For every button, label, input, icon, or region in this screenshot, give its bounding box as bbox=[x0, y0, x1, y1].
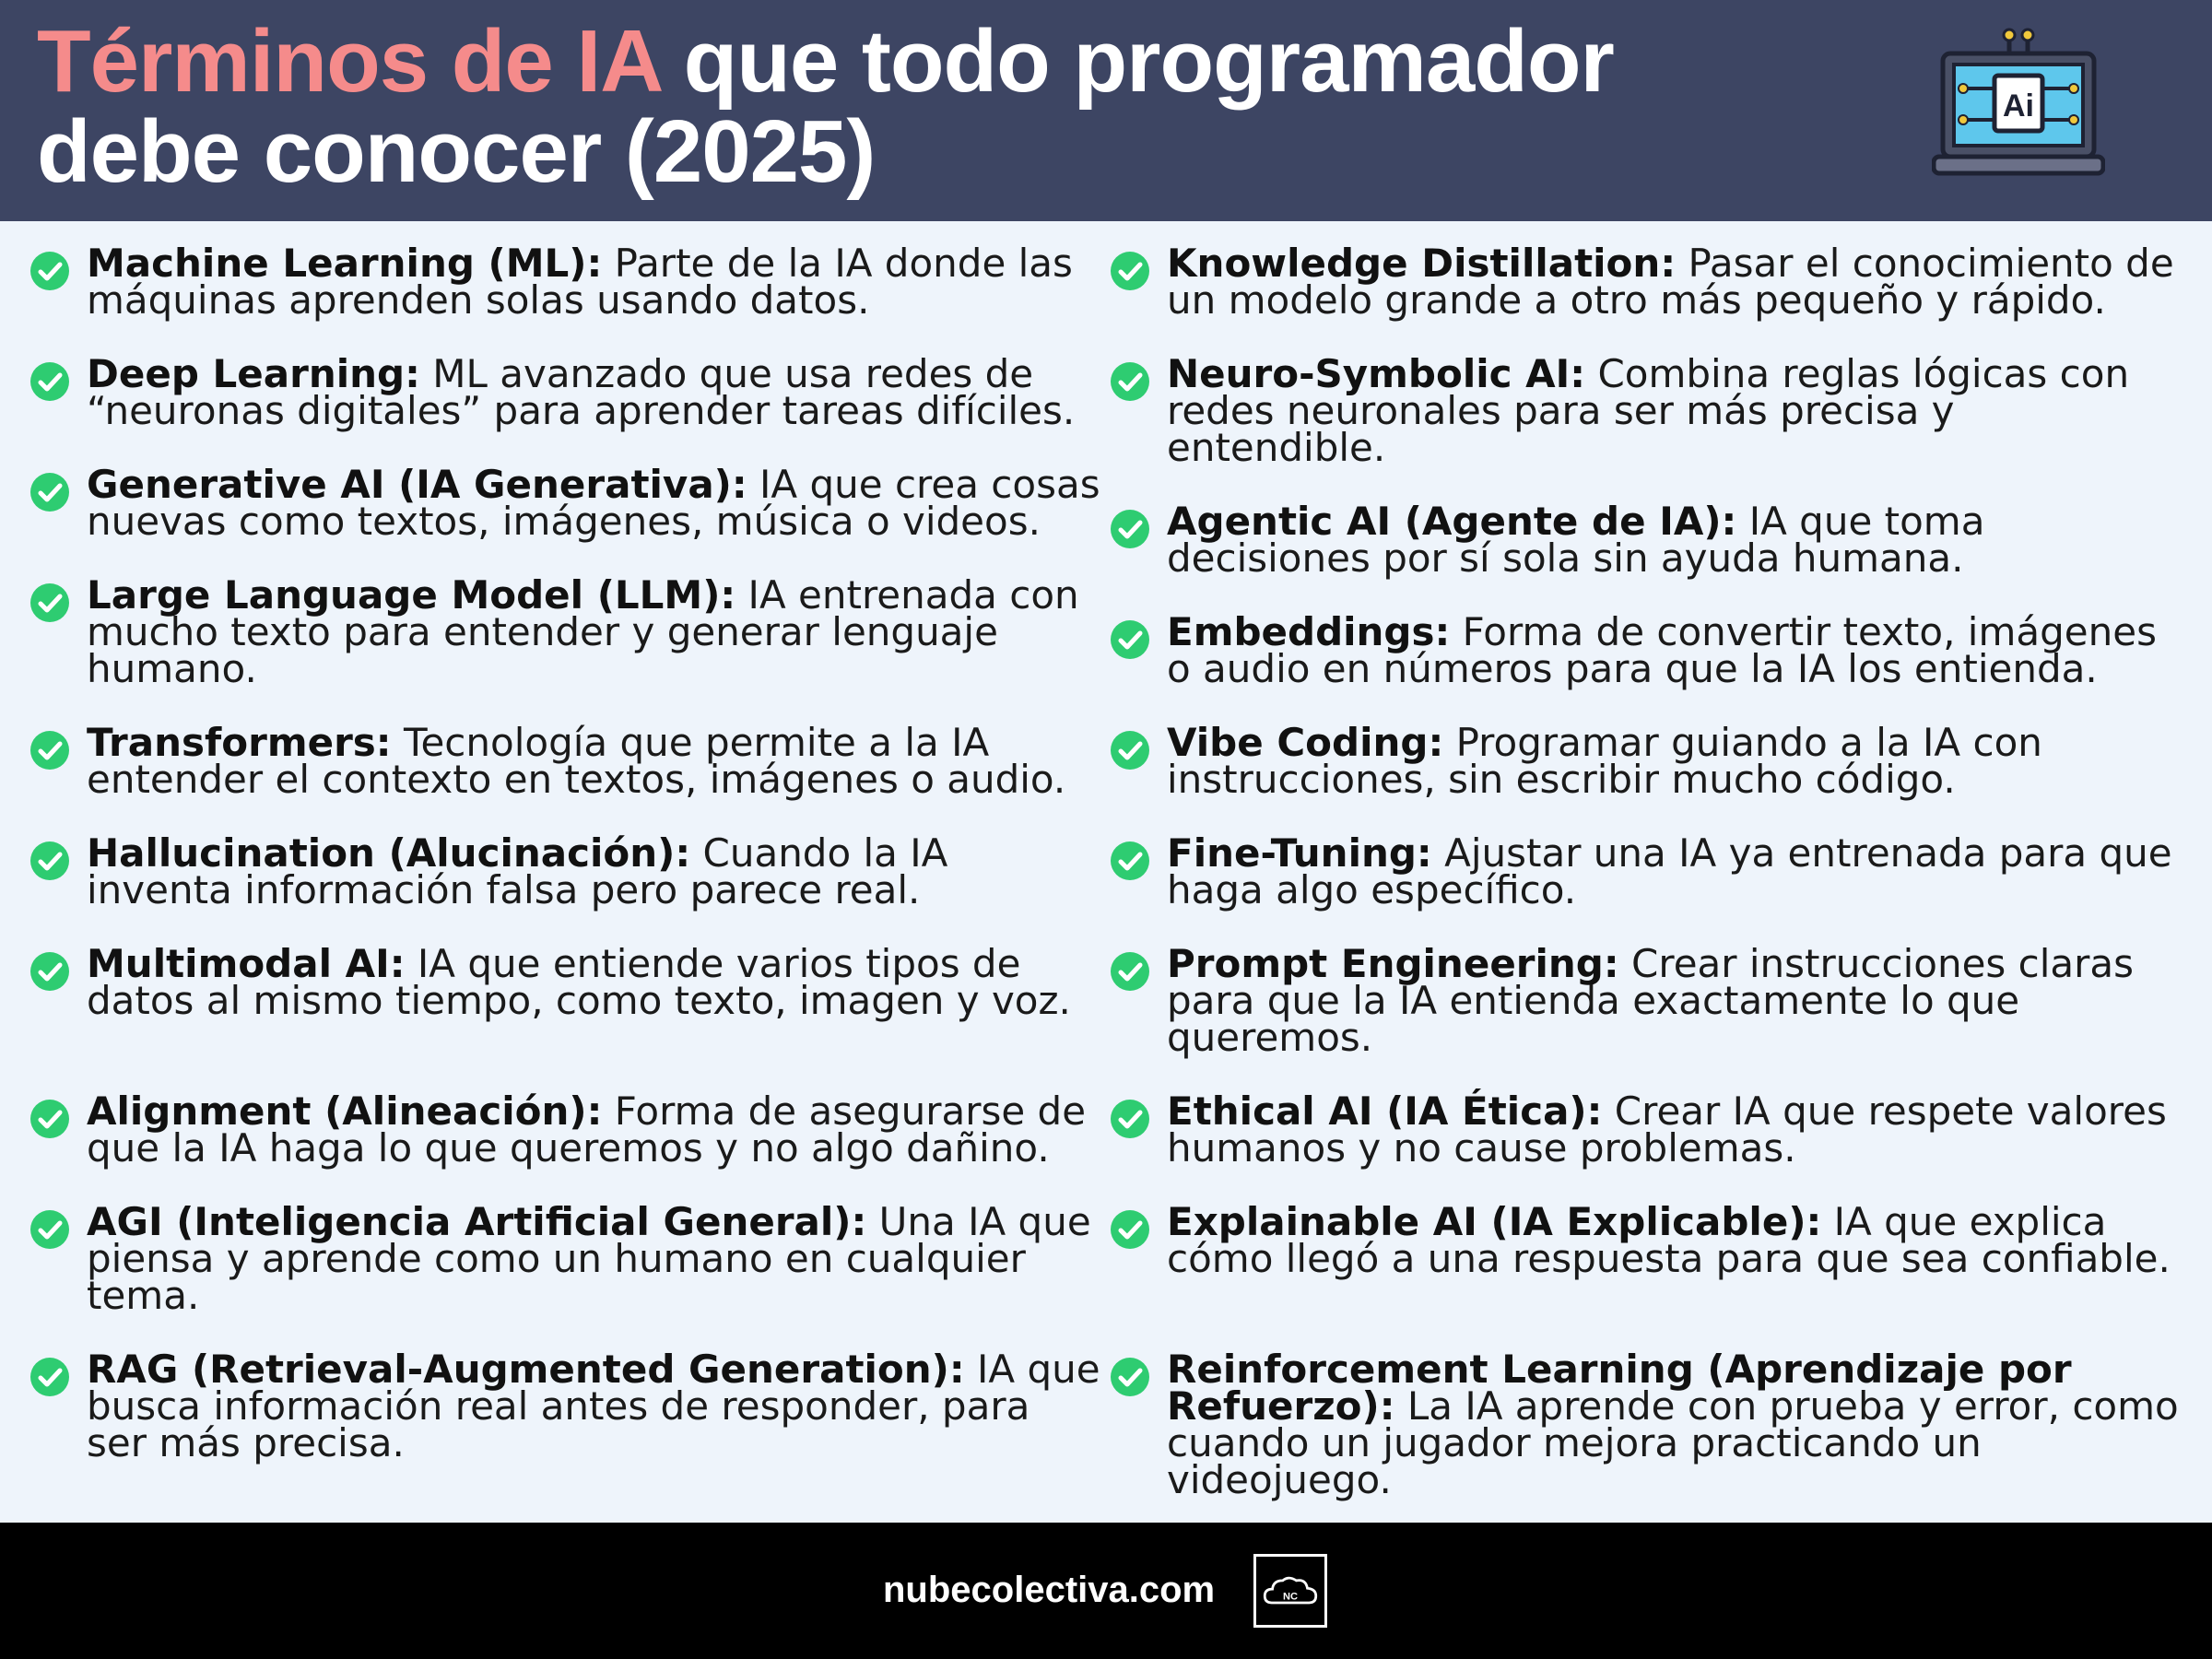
check-circle-icon bbox=[1110, 841, 1150, 881]
term-name: Fine-Tuning: bbox=[1167, 830, 1432, 876]
check-circle-icon bbox=[1110, 1099, 1150, 1139]
term-description: IA que toma decisiones por sí sola sin ayuda humana. bbox=[1167, 499, 1985, 581]
term-description: Crear IA que respete valores humanos y no cause problemas. bbox=[1167, 1088, 2167, 1171]
term-text bbox=[87, 720, 1100, 802]
term-name: Hallucination (Alucinación): bbox=[87, 830, 691, 876]
check-circle-icon bbox=[29, 730, 70, 771]
term-text bbox=[87, 1088, 1100, 1171]
check-circle-icon bbox=[29, 251, 70, 291]
term-description: Combina reglas lógicas con redes neuronales para ser más precisa y entendible. bbox=[1167, 351, 2130, 470]
term-text bbox=[87, 241, 1100, 323]
check-circle-icon bbox=[1110, 509, 1150, 549]
term-text bbox=[87, 572, 1100, 691]
term-name: RAG (Retrieval-Augmented Generation): bbox=[87, 1347, 965, 1392]
term-name: Agentic AI (Agente de IA): bbox=[1167, 499, 1737, 544]
term-text bbox=[1167, 720, 2181, 802]
term-description: Ajustar una IA ya entrenada para que haga algo específico. bbox=[1167, 830, 2172, 912]
term-name: Multimodal AI: bbox=[87, 941, 406, 986]
term-text bbox=[87, 1199, 1100, 1318]
term-text bbox=[87, 1347, 1100, 1465]
term-name: Explainable AI (IA Explicable): bbox=[1167, 1199, 1822, 1244]
title-accent: Términos de IA bbox=[37, 12, 660, 111]
term-text bbox=[1167, 609, 2181, 691]
check-circle-icon bbox=[1110, 951, 1150, 992]
check-circle-icon bbox=[1110, 730, 1150, 771]
term-text bbox=[1167, 1199, 2181, 1281]
term-text bbox=[1167, 351, 2181, 470]
term-name: Generative AI (IA Generativa): bbox=[87, 462, 747, 507]
term-text bbox=[1167, 241, 2181, 323]
term-description: ML avanzado que usa redes de “neuronas digitales” para aprender tareas difíciles. bbox=[87, 351, 1076, 433]
term-description: Forma de convertir texto, imágenes o audio en números para que la IA los entienda. bbox=[1167, 609, 2157, 691]
term-description: Programar guiando a la IA con instrucciones, sin escribir mucho código. bbox=[1167, 720, 2042, 802]
term-text bbox=[87, 351, 1100, 433]
check-circle-icon bbox=[1110, 251, 1150, 291]
terms-list bbox=[0, 221, 2212, 1523]
check-circle-icon bbox=[29, 361, 70, 402]
check-circle-icon bbox=[1110, 619, 1150, 660]
term-description: La IA aprende con prueba y error, como cuando un jugador mejora practicando un videojuego. bbox=[1167, 1383, 2179, 1502]
term-text bbox=[1167, 1347, 2181, 1502]
nubecolectiva-logo-icon bbox=[1253, 1554, 1327, 1628]
header-banner bbox=[0, 0, 2212, 221]
check-circle-icon bbox=[29, 1099, 70, 1139]
term-name: Large Language Model (LLM): bbox=[87, 572, 736, 618]
check-circle-icon bbox=[29, 1357, 70, 1397]
term-description: Forma de asegurarse de que la IA haga lo que queremos y no algo dañino. bbox=[87, 1088, 1087, 1171]
term-name: Alignment (Alineación): bbox=[87, 1088, 603, 1134]
term-name: Knowledge Distillation: bbox=[1167, 241, 1677, 286]
term-description: IA que crea cosas nuevas como textos, imágenes, música o videos. bbox=[87, 462, 1100, 544]
term-description: IA que explica cómo llegó a una respuesta para que sea confiable. bbox=[1167, 1199, 2171, 1281]
check-circle-icon bbox=[29, 582, 70, 623]
term-name: Transformers: bbox=[87, 720, 392, 765]
check-circle-icon bbox=[1110, 1209, 1150, 1250]
term-description: Parte de la IA donde las máquinas aprenden solas usando datos. bbox=[87, 241, 1073, 323]
check-circle-icon bbox=[1110, 361, 1150, 402]
term-name: Deep Learning: bbox=[87, 351, 420, 396]
site-link[interactable]: nubecolectiva.com bbox=[883, 1570, 1216, 1610]
ai-laptop-icon bbox=[1932, 28, 2105, 186]
term-text bbox=[1167, 941, 2181, 1060]
check-circle-icon bbox=[1110, 1357, 1150, 1397]
term-description: Tecnología que permite a la IA entender el contexto en textos, imágenes o audio. bbox=[87, 720, 1066, 802]
term-description: Crear instrucciones claras para que la IA entienda exactamente lo que queremos. bbox=[1167, 941, 2135, 1060]
term-text bbox=[1167, 1088, 2181, 1171]
check-circle-icon bbox=[29, 841, 70, 881]
term-name: Machine Learning (ML): bbox=[87, 241, 603, 286]
term-text bbox=[87, 830, 1100, 912]
check-circle-icon bbox=[29, 951, 70, 992]
page-title bbox=[37, 12, 1788, 201]
footer bbox=[0, 1523, 2212, 1659]
term-description: Una IA que piensa y aprende como un humano en cualquier tema. bbox=[87, 1199, 1091, 1318]
check-circle-icon bbox=[29, 1209, 70, 1250]
term-description: Cuando la IA inventa información falsa pero parece real. bbox=[87, 830, 948, 912]
check-circle-icon bbox=[29, 472, 70, 512]
term-name: Embeddings: bbox=[1167, 609, 1451, 654]
ai-chip-label: Ai bbox=[2003, 88, 2034, 124]
term-name: Reinforcement Learning (Aprendizaje por Refuerzo): bbox=[1167, 1347, 2072, 1429]
term-name: AGI (Inteligencia Artificial General): bbox=[87, 1199, 867, 1244]
term-description: IA entrenada con mucho texto para entender y generar lenguaje humano. bbox=[87, 572, 1079, 691]
term-text bbox=[87, 941, 1100, 1023]
term-description: IA que busca información real antes de responder, para ser más precisa. bbox=[87, 1347, 1100, 1465]
term-description: Pasar el conocimiento de un modelo grande a otro más pequeño y rápido. bbox=[1167, 241, 2174, 323]
term-text bbox=[1167, 499, 2181, 581]
term-name: Neuro-Symbolic AI: bbox=[1167, 351, 1586, 396]
term-name: Prompt Engineering: bbox=[1167, 941, 1619, 986]
title-rest: que todo programador debe conocer (2025) bbox=[37, 12, 1614, 201]
term-name: Ethical AI (IA Ética): bbox=[1167, 1088, 1603, 1134]
term-description: IA que entiende varios tipos de datos al mismo tiempo, como texto, imagen y voz. bbox=[87, 941, 1071, 1023]
term-name: Vibe Coding: bbox=[1167, 720, 1444, 765]
term-text bbox=[87, 462, 1100, 544]
term-text bbox=[1167, 830, 2181, 912]
nc-logo-label: NC bbox=[1282, 1591, 1299, 1603]
